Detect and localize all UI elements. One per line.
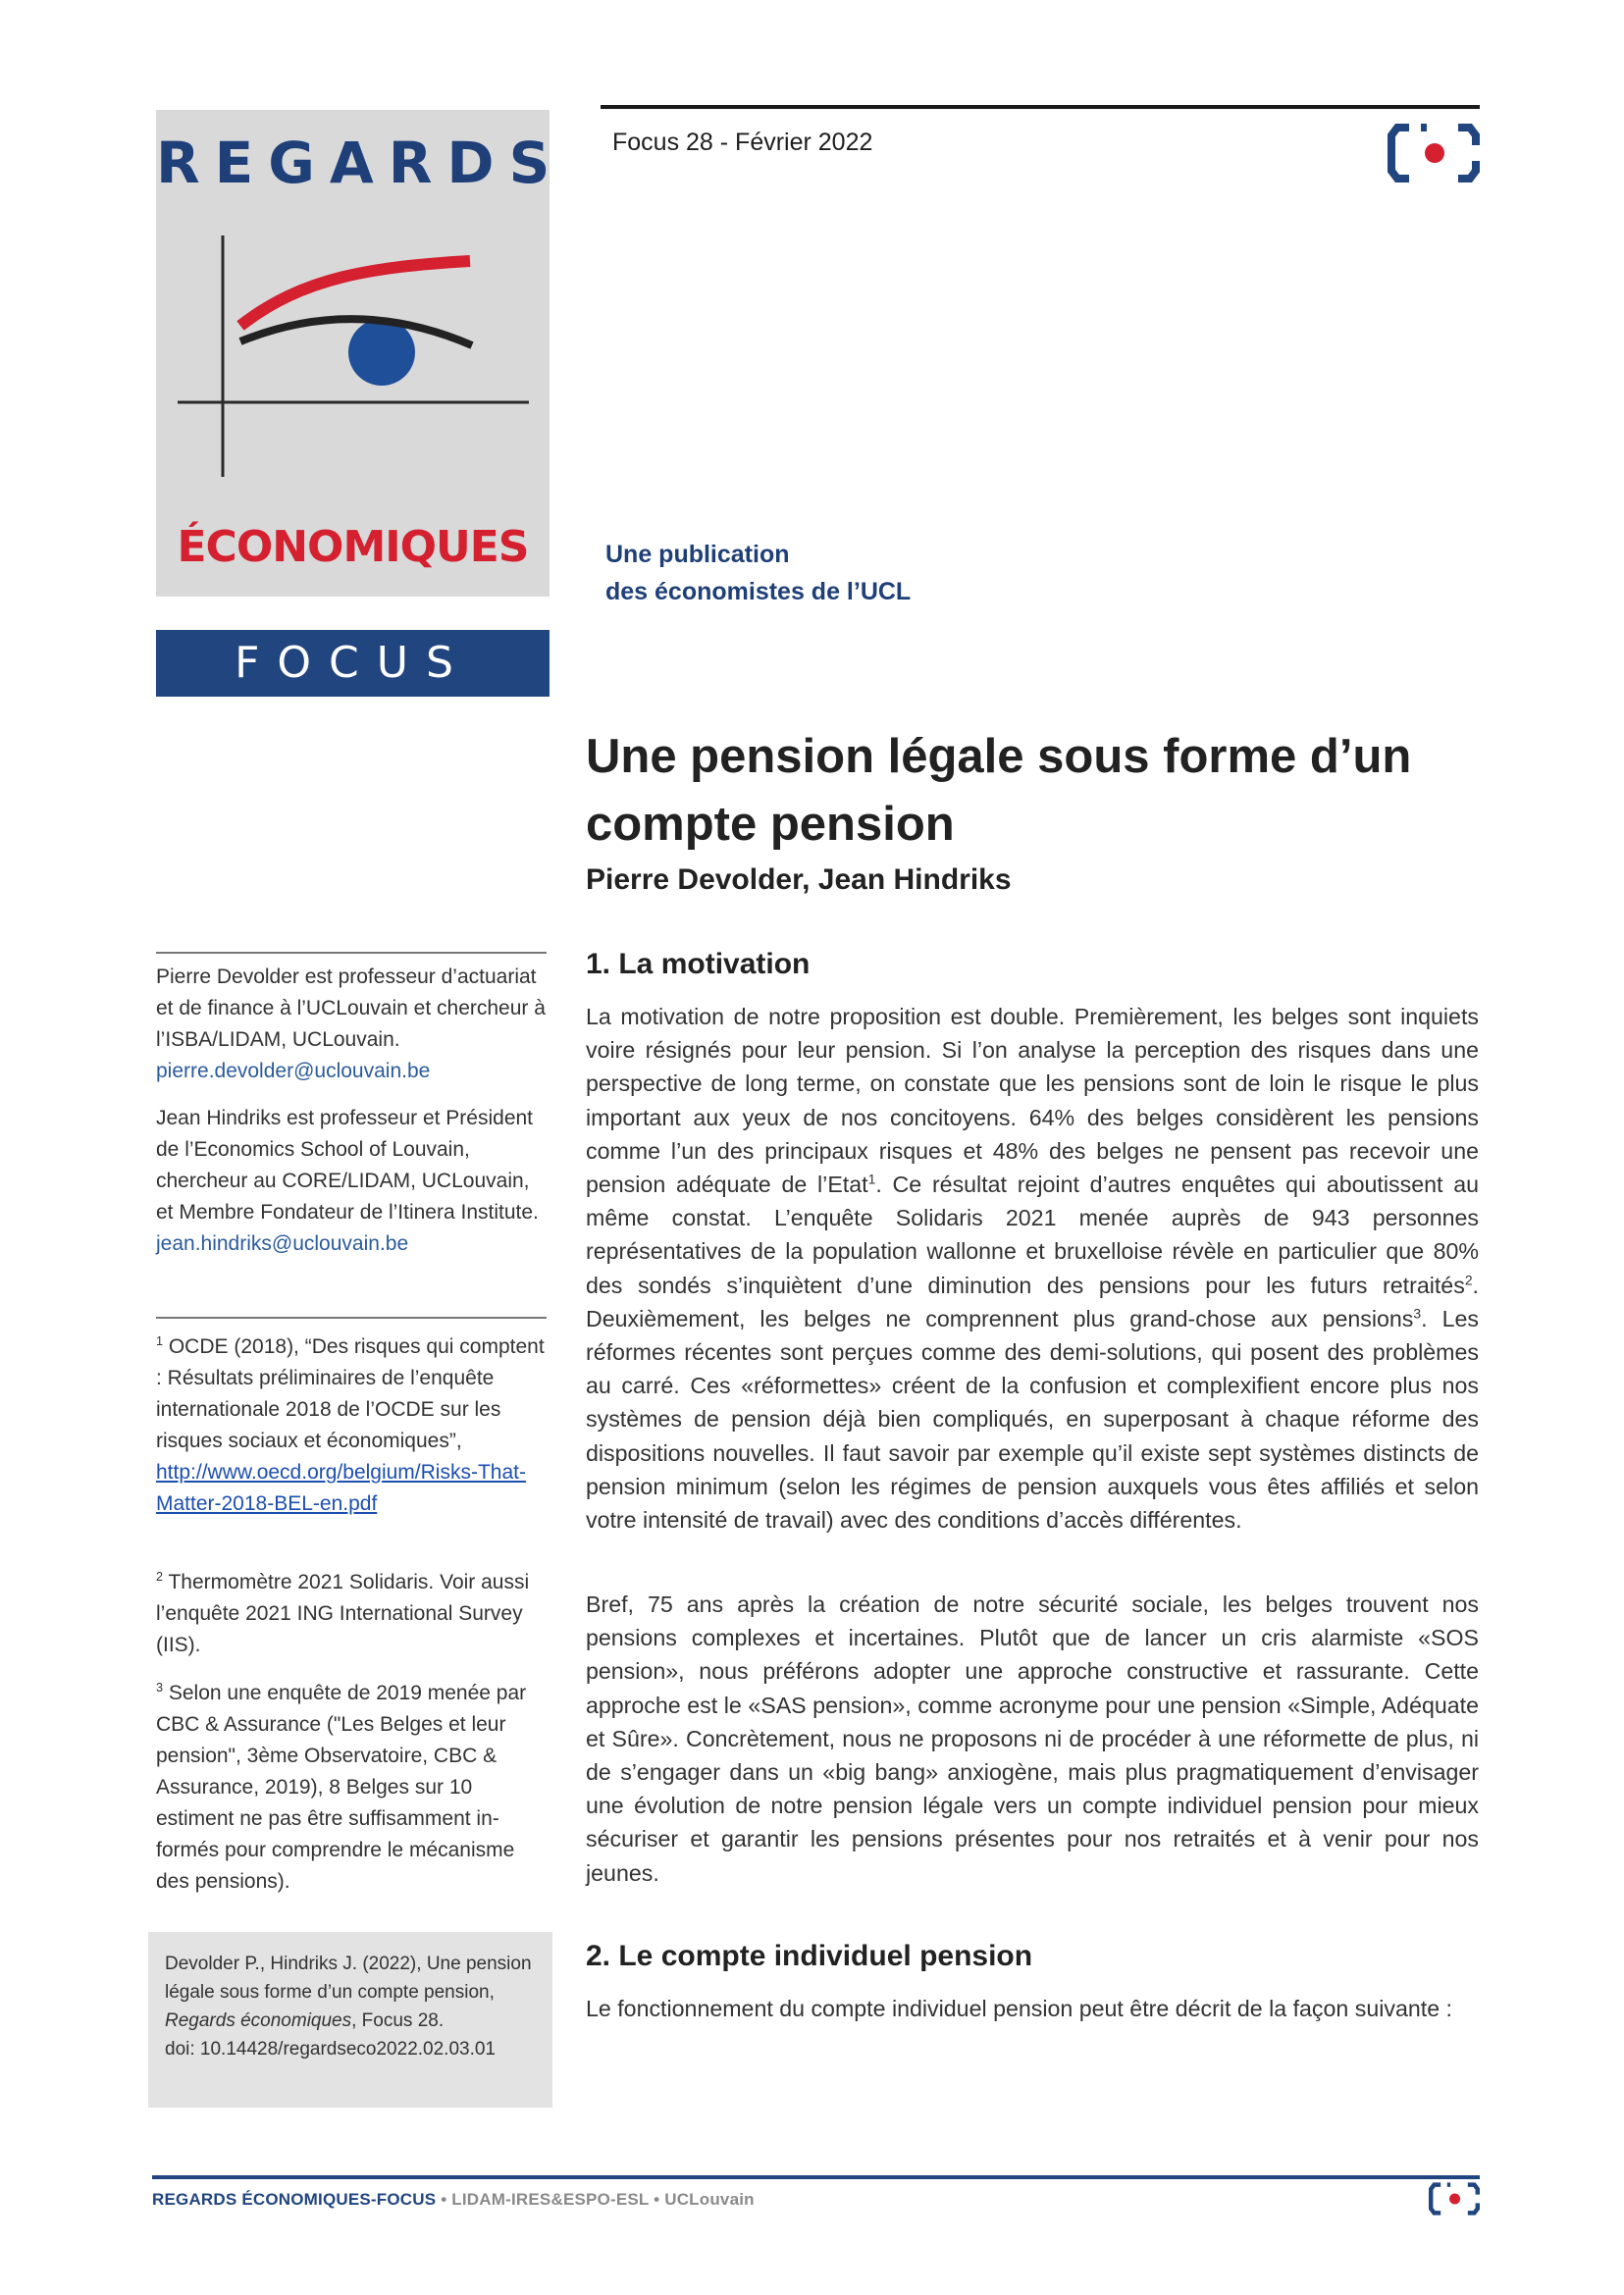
publication-note [605,536,911,610]
footer-rule [152,2175,1480,2179]
paragraph-text: . Ce résultat rejoint d’autres enquêtes qui aboutissent au même constat. L’enquête Solidaris 2021 menée auprès de 943 personnes représentatives de la population wallonne et bruxelloise révèle en particulier que 80% des sondés s’inquiètent d’une diminution des pensions pour les futurs retraités [586,1172,1479,1298]
section-1-heading: 1. La motivation [586,948,811,980]
footer-separator: • [436,2190,452,2209]
footnote-2 [156,1567,547,1661]
bio-text: Pierre Devolder est professeur d’actuariat et de finance à l’UCLouvain et chercheur à l’ISBA/LIDAM, UCLouvain. [156,965,546,1051]
regards-economiques-logo [156,110,565,597]
section-1-paragraph-1 [586,1000,1479,1537]
citation-doi: doi: 10.14428/regardseco2022.02.03.01 [165,2039,496,2060]
footnote-1 [156,1331,547,1520]
footnote-ref-3[interactable]: 3 [1413,1305,1422,1322]
email-link-hindriks[interactable]: jean.hindriks@uclouvain.be [156,1232,409,1255]
publication-line-2: des économistes de l’UCL [605,578,912,605]
footnote-ref-2[interactable]: 2 [1464,1271,1473,1287]
footnote-text: Thermomètre 2021 Solidaris. Voir aussi l’enquête 2021 ING International Survey (IIS). [156,1571,530,1656]
footer-lidam: LIDAM-IRES [451,2190,551,2209]
logo-regards-text: REGARDS [156,130,565,196]
article-authors: Pierre Devolder, Jean Hindriks [586,863,1012,896]
email-link-devolder[interactable]: pierre.devolder@uclouvain.be [156,1060,431,1082]
sidebar-rule-top [156,952,547,954]
citation-issue: , Focus 28. [351,2010,445,2031]
footer-series: REGARDS ÉCONOMIQUES-FOCUS [152,2190,437,2209]
bracket-dot-logo-icon [1388,122,1480,184]
article-title: Une pension légale sous forme d’un compte pension [586,730,1412,851]
focus-band [156,630,550,697]
header-rule [601,105,1480,109]
footnote-ref-1[interactable]: 1 [867,1171,876,1187]
issue-label: Focus 28 - Février 2022 [612,129,873,156]
logo-economiques-text: ÉCONOMIQUES [177,522,529,572]
footnote-text: OCDE (2018), “Des risques qui comptent : Résultats préliminaires de l’enquête internationale 2018 de l’OCDE sur les risques sociaux et économiques”, [156,1335,545,1452]
oecd-report-link[interactable]: http://www.oecd.org/belgium/Risks-That-Matter-2018-BEL-en.pdf [156,1461,526,1515]
focus-band-text: FOCUS [235,638,471,688]
footnote-number: 3 [156,1681,164,1695]
author-bio-devolder [156,962,547,1087]
paragraph-text: . Deuxièmement, les belges ne comprennent plus grand-chose aux pensions [586,1272,1479,1331]
paragraph-text: La motivation de notre proposition est double. Premièrement, les belges sont inquiets voire résignés pour leur pension. Si l’on analyse la perception des risques dans une perspective de long terme, on constate que les pensions sont de loin le risque le plus important aux yeux de nos concitoyens. 64% des belges considèrent les pensions comme l’un des principaux risques et 48% des belges ne pensent pas recevoir une pension adéquate de l’Etat [586,1004,1479,1198]
citation-journal: Regards économiques [165,2010,352,2031]
footer-ampersand: & [550,2190,563,2209]
sidebar-rule-footnotes [156,1317,547,1319]
footnote-number: 2 [156,1570,164,1584]
paragraph-text: . Les réformes récentes sont perçues comme des demi-solutions, qui posent des problèmes au carré. Ces «réformettes» créent de la confusion et complexifient encore plus nos systèmes de pension déjà bien compliqués, en superposant à chaque réforme des dispositions nouvelles. Il faut savoir par exemple qu’il existe sept systèmes distincts de pension minimum (selon les régimes de pension auxquels vous êtes affiliés et selon votre intensité de travail) avec des conditions d’accès différentes. [586,1305,1479,1534]
citation-text: Devolder P., Hindriks J. (2022), Une pension légale sous forme d’un compte pension, [165,1954,532,2003]
bio-text: Jean Hindriks est professeur et Président de l’Economics School of Louvain, chercheur au CORE/LIDAM, UCLouvain, et Membre Fondateur de l’Itinera Institute. [156,1107,539,1224]
section-2-heading: 2. Le compte individuel pension [586,1940,1033,1972]
bracket-dot-logo-icon [1429,2180,1480,2217]
section-1-paragraph-2: Bref, 75 ans après la création de notre sécurité sociale, les belges trouvent nos pensions complexes et incertaines. Plutôt que de lancer un cris alarmiste «SOS pension», nous préférons adopter une approche constructive et rassurante. Cette approche est le «SAS pension», comme acronyme pour une pension «Simple, Adéquate et Sûre». Concrètement, nous ne proposons ni de procéder à une réformette de plus, ni de s’engager dans un «big bang» anxiogène, mais plus pragmatiquement d’envisager une évolution de notre pension légale vers un compte individuel pension pour mieux sécuriser et garantir les pensions présentes pour nos retraités et à venir pour nos jeunes. [586,1591,1479,1886]
footer-separator: • [649,2190,665,2209]
footnote-3 [156,1678,547,1898]
footer-espo: ESPO-ESL [562,2190,650,2209]
author-bio-hindriks [156,1103,547,1260]
footnote-number: 1 [156,1334,164,1348]
section-2-paragraph-1: Le fonctionnement du compte individuel pension peut être décrit de la façon suivante : [586,1996,1452,2021]
footer-text [152,2190,755,2210]
citation-box [148,1932,552,2108]
footer-uclouvain: UCLouvain [664,2190,755,2209]
publication-line-1: Une publication [605,541,790,568]
eye-chart-logo-icon [156,218,550,512]
footnote-text: Selon une enquête de 2019 menée par CBC & Assurance ("Les Belges et leur pension", 3ème Observatoire, CBC & Assurance, 2019), 8 Belges sur 10 estiment ne pas être suffisamment informés pour comprendre le mécanisme des pensions). [156,1682,527,1893]
